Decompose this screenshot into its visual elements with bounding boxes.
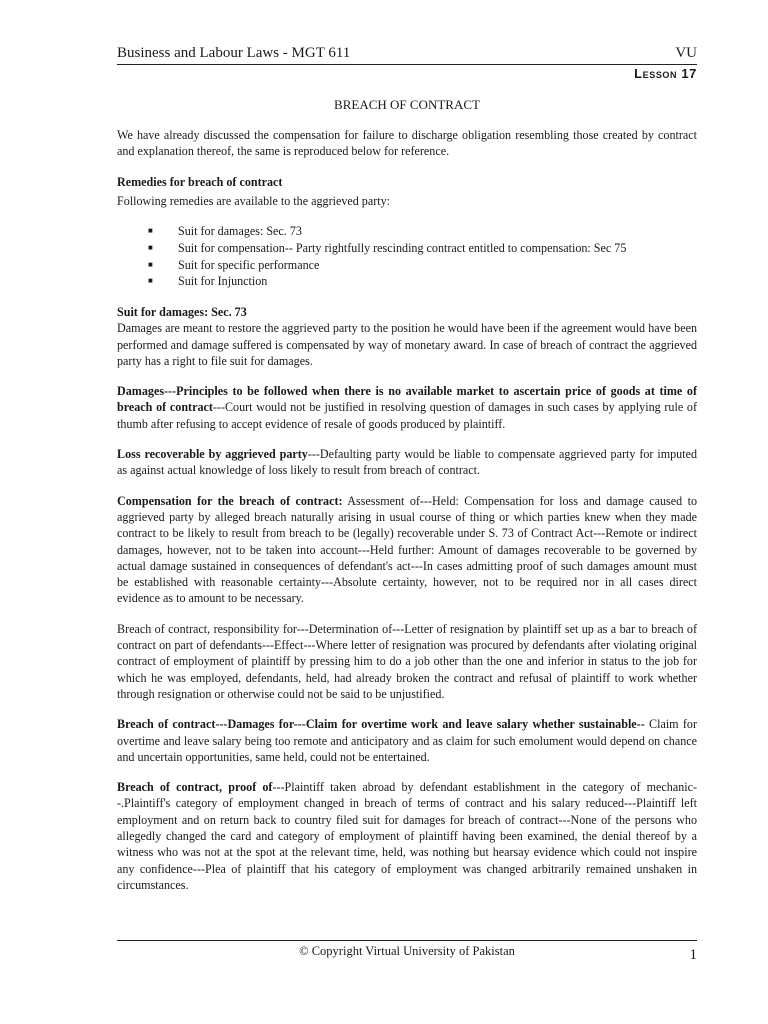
paragraph-heading: Loss recoverable by aggrieved party [117,447,308,462]
remedies-list [117,223,697,290]
bullet-icon: ■ [148,226,153,236]
list-item: ■ Suit for Injunction [148,274,268,289]
bullet-icon: ■ [148,242,153,252]
page-header [117,44,697,62]
university-abbrev: VU [675,45,697,61]
lesson-label: Lesson 17 [634,66,697,81]
header-divider [117,64,697,65]
document-page [117,44,697,893]
page-number: 1 [689,947,697,963]
bullet-icon: ■ [148,276,153,286]
list-item: ■ Suit for damages: Sec. 73 [148,224,302,239]
damages-principles-paragraph: Damages---Principles to be followed when there is no available market to ascertain price of goods at time of breach of contract---Court would not be justified in resolving question of damages in such cases by applying rule of thumb after refusing to accept evidence of resale of goods produced by plaintiff. [117,384,697,431]
proof-of-breach-paragraph: Breach of contract, proof of---Plaintiff taken abroad by defendant establishment in the category of mechanic--.Plaintiff's category of employment changed in breach of terms of contract and his salary reduced---Plaintiff left employment and on return back to country filed suit for damages for breach of contract---None of the persons who allegedly changed the card and category of employment of plaintiff having been examined, the denial thereof by a witness who was not at the spot at the relevant time, held, was nothing but hearsay evidence which could not inspire any confidence---Plea of plaintiff that his category of employment was changed arbitrarily remained unshaken in circumstances. [117,780,697,892]
bullet-icon: ■ [148,259,153,269]
remedies-lead: Following remedies are available to the aggrieved party: [117,193,391,208]
intro-paragraph: We have already discussed the compensation for failure to discharge obligation resembling those created by contract and explanation thereof, the same is reproduced below for reference. [117,128,697,159]
paragraph-heading: Breach of contract---Damages for---Claim for overtime work and leave salary whether sustainable-- [117,717,645,732]
paragraph-heading: Compensation for the breach of contract: [117,493,343,508]
list-item: ■ Suit for compensation-- Party rightfully rescinding contract entitled to compensation: Sec 75 [148,240,627,255]
footer-divider [117,940,697,941]
page-title: BREACH OF CONTRACT [334,97,480,112]
responsibility-paragraph: Breach of contract, responsibility for---Determination of---Letter of resignation by plaintiff set up as a bar to breach of contract on part of defendants---Effect---Where letter of resignation was procured by defendants after violating original contract of employment of plaintiff by pressing him to do a job other than the one and inferior in status to the job for which he was employed, defendants, held, had already broken the contract and refusal of plaintiff to work whether through resignation or otherwise could not be said to be unjustified. [117,621,697,701]
loss-recoverable-paragraph: Loss recoverable by aggrieved party---Defaulting party would be liable to compensate aggrieved party for imputed as against actual knowledge of loss likely to result from breach of contract. [117,447,697,478]
suit-damages-heading: Suit for damages: Sec. 73 [117,305,247,319]
overtime-claim-paragraph: Breach of contract---Damages for---Claim for overtime work and leave salary whether sustainable-- Claim for overtime and leave salary being too remote and anticipatory and as claim for such emolument would depend on chance and uncertain opportunities, same held, could not be entertained. [117,717,697,764]
paragraph-heading: Damages---Principles to be followed when there is no available market to ascertain price of goods at time of breach of contract [117,384,697,415]
paragraph-heading: Breach of contract, proof of [117,780,273,795]
suit-damages-paragraph: Damages are meant to restore the aggrieved party to the position he would have been if the agreement would have been performed and damage suffered is compensated by way of monetary award. In case of breach of contract the aggrieved party has a right to file suit for damages. [117,321,697,368]
compensation-paragraph: Compensation for the breach of contract: Assessment of---Held: Compensation for loss and damage caused to aggrieved party by alleged breach naturally arising in usual course of thing or which parties knew when they made contract to be likely to result from breach to be (legally) recoverable under S. 73 of Contract Act---Remote or indirect damages, however, not to be taken into account---Held further: Amount of damages recoverable to be governed by actual damage sustained in consequences of defendant's act---In cases admitting proof of such damages amount must be established with reasonable certainty---Absolute certainty, however, not to be required nor in all cases direct evidence as to amount to be necessary. [117,493,698,606]
copyright-notice: © Copyright Virtual University of Pakistan [299,944,515,958]
remedies-heading: Remedies for breach of contract [117,174,283,189]
list-item: ■ Suit for specific performance [148,257,320,272]
course-title: Business and Labour Laws - MGT 611 [117,45,351,61]
